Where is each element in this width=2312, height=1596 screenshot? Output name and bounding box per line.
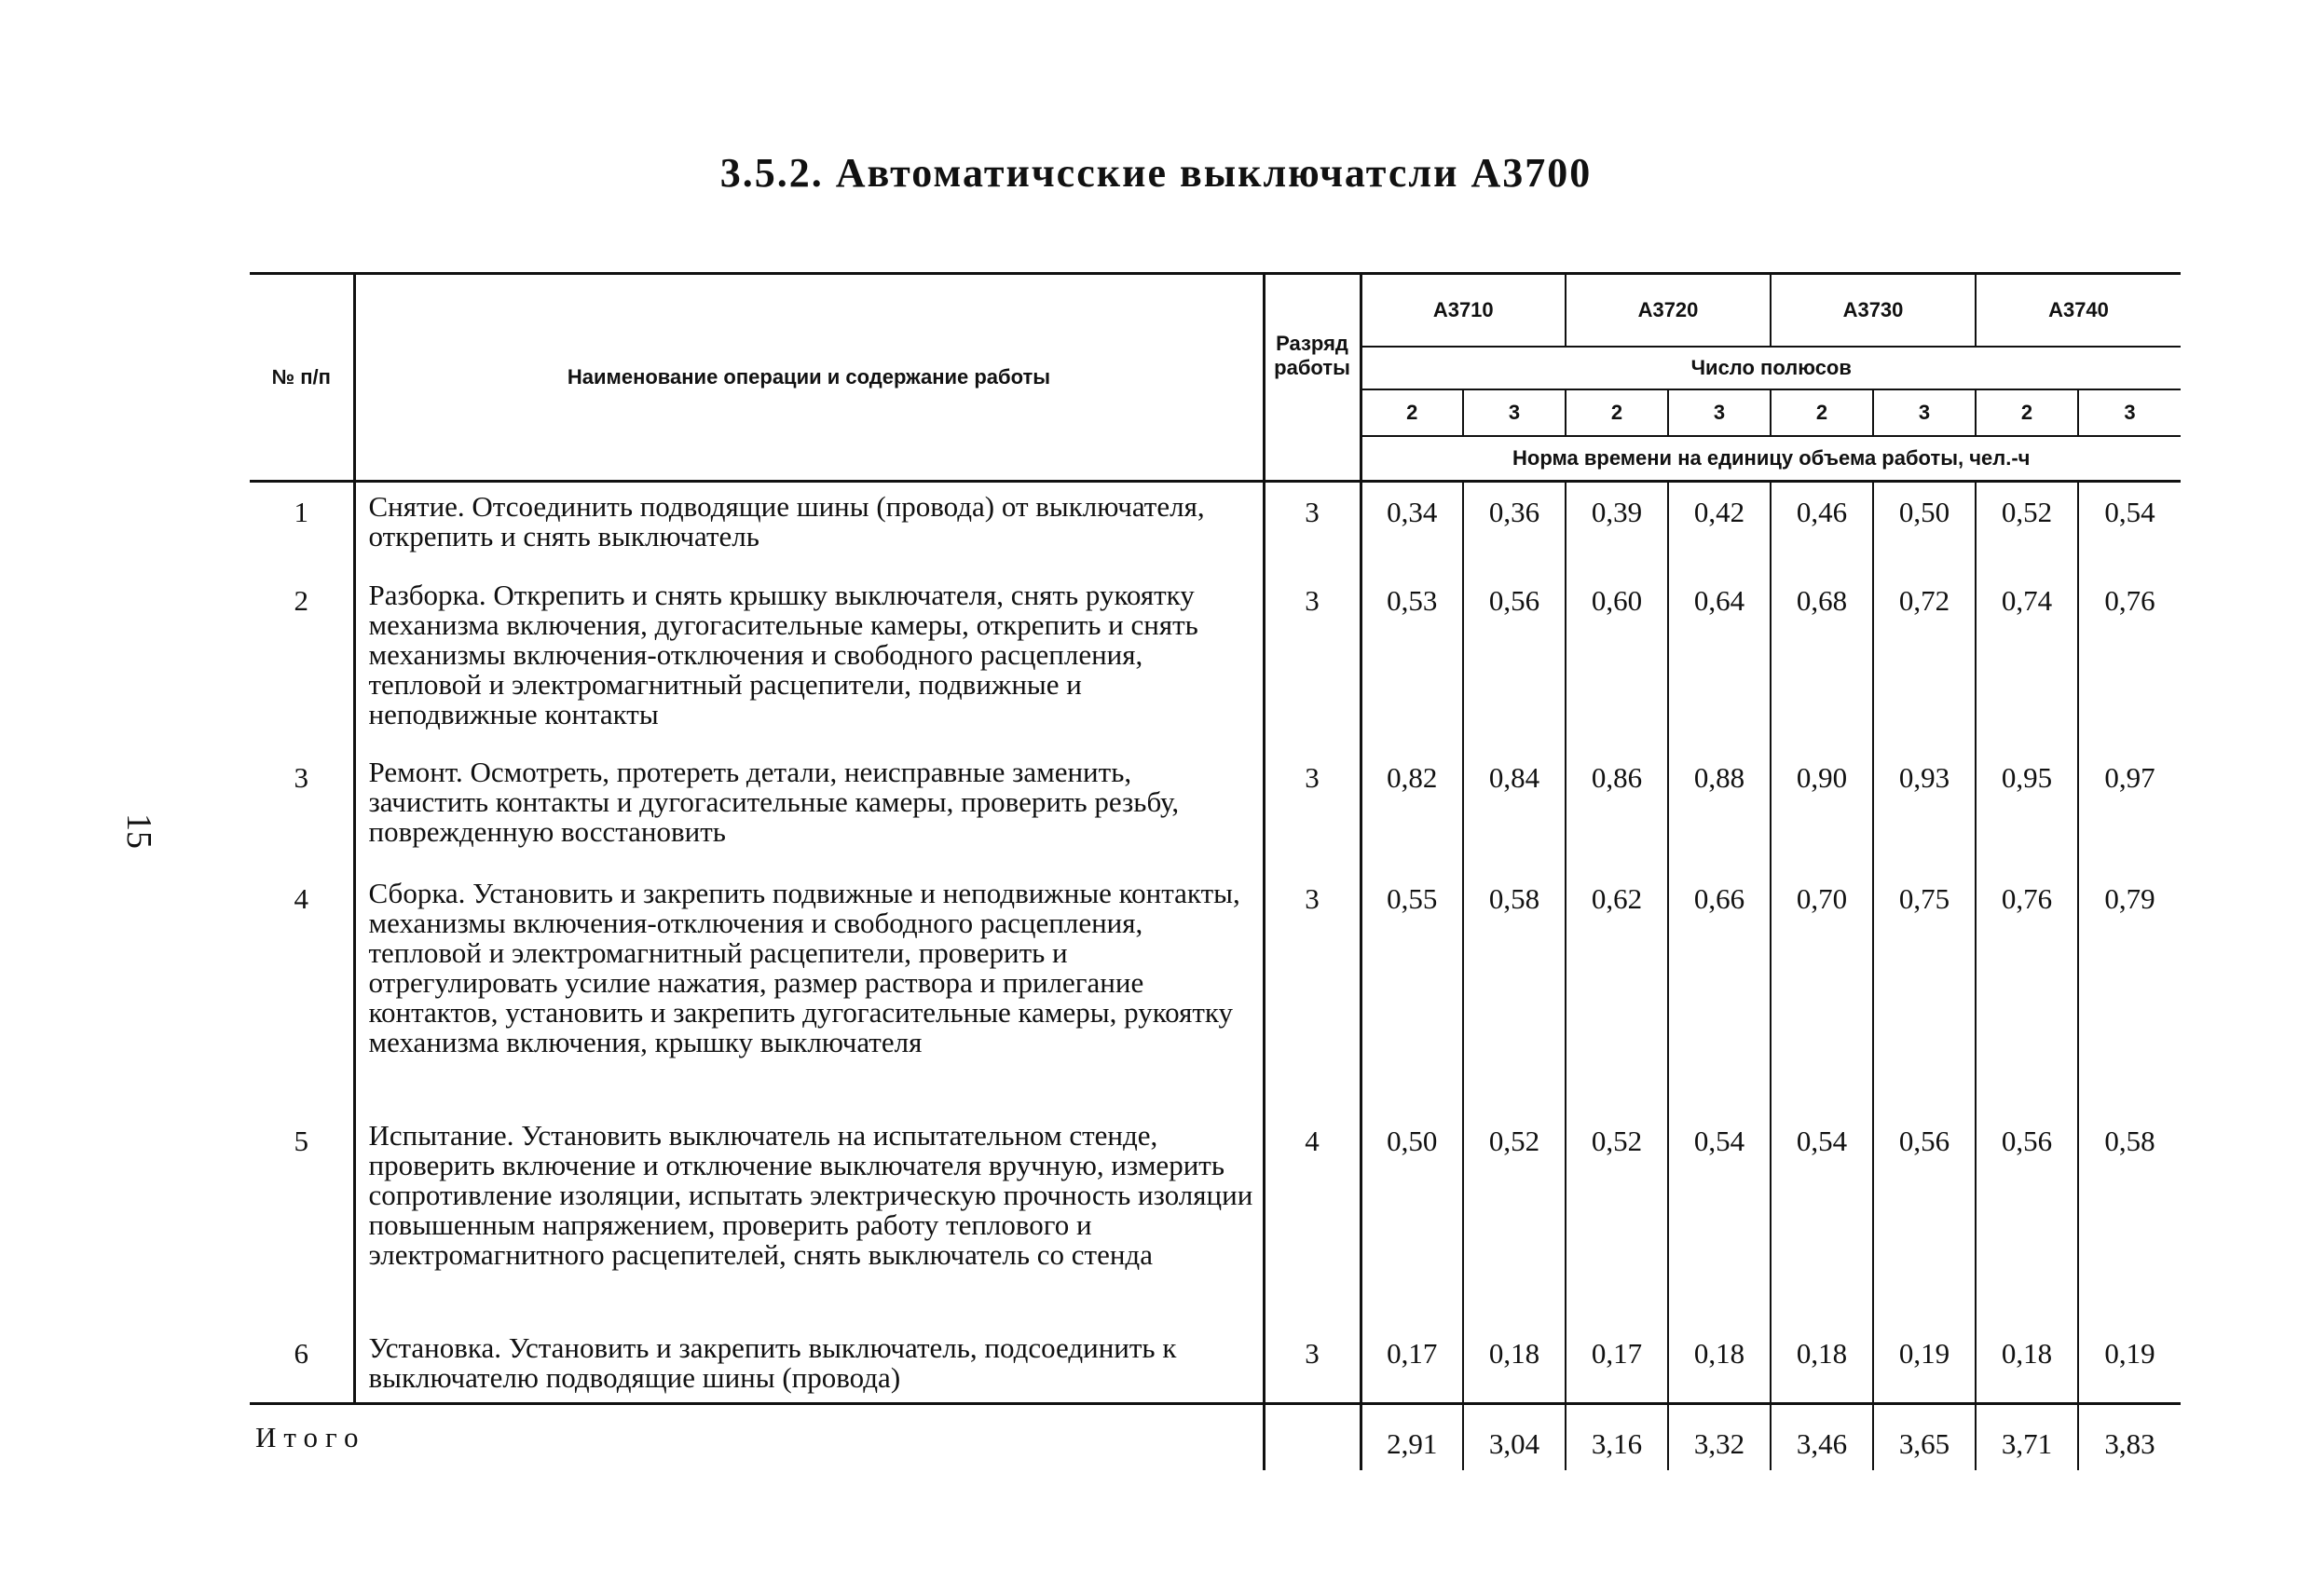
- total-value: 3,32: [1668, 1404, 1771, 1471]
- total-row: [250, 1404, 2181, 1471]
- norm-value: 0,39: [1566, 482, 1668, 571]
- norm-value: 0,34: [1387, 496, 1438, 528]
- model-header: А3730: [1771, 274, 1976, 348]
- poles-cell: 2: [1566, 389, 1668, 436]
- norm-value: 0,70: [1771, 869, 1873, 1112]
- grade-header-spacer: [1264, 436, 1361, 482]
- norm-value: 0,54: [1771, 1112, 1873, 1324]
- poles-cell: 3: [2078, 389, 2181, 436]
- norm-value: 0,52: [1566, 1112, 1668, 1324]
- norm-value: 0,86: [1566, 748, 1668, 869]
- table-row: [250, 869, 2181, 1112]
- norm-value: 0,19: [1873, 1324, 1976, 1404]
- norm-value: 0,46: [1771, 482, 1873, 571]
- norm-value: 0,42: [1668, 482, 1771, 571]
- operation-text: Снятие. Отсоединить подводящие шины (провода) от выключателя, открепить и снять выключатель: [354, 482, 1264, 571]
- norm-value: 0,95: [1976, 748, 2078, 869]
- norm-value: 0,18: [1976, 1324, 2078, 1404]
- norm-value: 0,58: [2078, 1112, 2181, 1324]
- poles-cell: 3: [1668, 389, 1771, 436]
- poles-label: Число полюсов: [1361, 347, 2181, 389]
- model-header: А3710: [1361, 274, 1566, 348]
- poles-cell: 2: [1361, 389, 1463, 436]
- norm-value: 0,82: [1387, 760, 1438, 794]
- norm-value: 0,56: [1976, 1112, 2078, 1324]
- page-title: 3.5.2. Автоматичсские выключатсли А3700: [719, 150, 1593, 196]
- norm-value: 0,50: [1873, 482, 1976, 571]
- total-value: 3,83: [2078, 1404, 2181, 1471]
- work-grade: 3: [1264, 1324, 1361, 1404]
- work-grade: 3: [1264, 571, 1361, 748]
- total-value: 3,65: [1873, 1404, 1976, 1471]
- norm-value: 0,17: [1387, 1336, 1438, 1370]
- norms-table: [250, 272, 2181, 1470]
- norm-value: 0,53: [1387, 583, 1438, 617]
- poles-cell: 3: [1463, 389, 1566, 436]
- norm-value: 0,84: [1463, 748, 1566, 869]
- norm-value: 0,55: [1387, 881, 1438, 915]
- work-grade: 4: [1264, 1112, 1361, 1324]
- total-value: 3,16: [1566, 1404, 1668, 1471]
- norm-value: 0,64: [1668, 571, 1771, 748]
- norm-value: 0,97: [2078, 748, 2181, 869]
- poles-cell: 2: [1976, 389, 2078, 436]
- norm-value: 0,90: [1771, 748, 1873, 869]
- norm-value: 0,76: [1976, 869, 2078, 1112]
- work-grade: 3: [1264, 869, 1361, 1112]
- norm-value: 0,58: [1463, 869, 1566, 1112]
- norm-value: 0,54: [2078, 482, 2181, 571]
- row-number: 4: [294, 881, 308, 915]
- norm-value: 0,18: [1771, 1324, 1873, 1404]
- col-header-operation: Наименование операции и содержание работы: [354, 274, 1264, 482]
- operation-text: Ремонт. Осмотреть, протереть детали, неисправные заменить, зачистить контакты и дугогасительные камеры, проверить резьбу, поврежденную восстановить: [354, 748, 1264, 869]
- norm-value: 0,36: [1463, 482, 1566, 571]
- norm-value: 0,54: [1668, 1112, 1771, 1324]
- norm-value: 0,56: [1463, 571, 1566, 748]
- norm-value: 0,68: [1771, 571, 1873, 748]
- total-value: 3,71: [1976, 1404, 2078, 1471]
- row-number: 6: [294, 1336, 308, 1370]
- poles-cell: 2: [1771, 389, 1873, 436]
- col-header-num: № п/п: [250, 274, 354, 482]
- total-value: 3,46: [1771, 1404, 1873, 1471]
- table-row: [250, 1324, 2181, 1404]
- norm-value: 0,72: [1873, 571, 1976, 748]
- norm-value: 0,79: [2078, 869, 2181, 1112]
- row-number: 1: [294, 496, 308, 528]
- norm-value: 0,75: [1873, 869, 1976, 1112]
- model-header: А3720: [1566, 274, 1771, 348]
- col-header-grade: Разряд работы: [1264, 274, 1361, 437]
- table-row: [250, 748, 2181, 869]
- operation-text: Установка. Установить и закрепить выключатель, подсоединить к выключателю подводящие шины (провода): [354, 1324, 1264, 1404]
- norm-label: Норма времени на единицу объема работы, чел.-ч: [1361, 436, 2181, 482]
- total-value: 2,91: [1361, 1404, 1463, 1471]
- norm-value: 0,17: [1566, 1324, 1668, 1404]
- row-number: 3: [294, 760, 308, 794]
- header-row-models: [250, 274, 2181, 348]
- row-number: 2: [294, 583, 308, 617]
- page-number: 15: [119, 813, 158, 849]
- total-grade-empty: [1264, 1404, 1361, 1471]
- norm-value: 0,74: [1976, 571, 2078, 748]
- total-value: 3,04: [1463, 1404, 1566, 1471]
- norm-value: 0,18: [1463, 1324, 1566, 1404]
- norm-value: 0,62: [1566, 869, 1668, 1112]
- model-header: А3740: [1976, 274, 2181, 348]
- norm-value: 0,93: [1873, 748, 1976, 869]
- norm-value: 0,52: [1463, 1112, 1566, 1324]
- norm-value: 0,88: [1668, 748, 1771, 869]
- total-label: Итого: [250, 1404, 1264, 1471]
- table-row: [250, 571, 2181, 748]
- norm-value: 0,66: [1668, 869, 1771, 1112]
- operation-text: Сборка. Установить и закрепить подвижные и неподвижные контакты, механизмы включения-отключения и свободного расцепления, тепловой и электромагнитный расцепители, проверить и отрегулировать усилие нажатия, размер раствора и прилегание контактов, установить и закрепить дугогасительные камеры, рукоятку механизма включения, крышку выключателя: [354, 869, 1264, 1112]
- norm-value: 0,52: [1976, 482, 2078, 571]
- operation-text: Испытание. Установить выключатель на испытательном стенде, проверить включение и отключение выключателя вручную, измерить сопротивление изоляции, испытать электрическую прочность изоляции повышенным напряжением, проверить работу теплового и электромагнитного расцепителей, снять выключатель со стенда: [354, 1112, 1264, 1324]
- norm-value: 0,56: [1873, 1112, 1976, 1324]
- norm-value: 0,18: [1668, 1324, 1771, 1404]
- norm-value: 0,19: [2078, 1324, 2181, 1404]
- table-row: [250, 482, 2181, 571]
- operation-text: Разборка. Открепить и снять крышку выключателя, снять рукоятку механизма включения, дугогасительные камеры, открепить и снять механизмы включения-отключения и свободного расцепления, тепловой и электромагнитный расцепители, подвижные и неподвижные контакты: [354, 571, 1264, 748]
- norm-value: 0,60: [1566, 571, 1668, 748]
- work-grade: 3: [1264, 482, 1361, 571]
- work-grade: 3: [1264, 748, 1361, 869]
- norm-value: 0,76: [2078, 571, 2181, 748]
- poles-cell: 3: [1873, 389, 1976, 436]
- table-row: [250, 1112, 2181, 1324]
- norm-value: 0,50: [1387, 1124, 1438, 1157]
- row-number: 5: [294, 1124, 308, 1157]
